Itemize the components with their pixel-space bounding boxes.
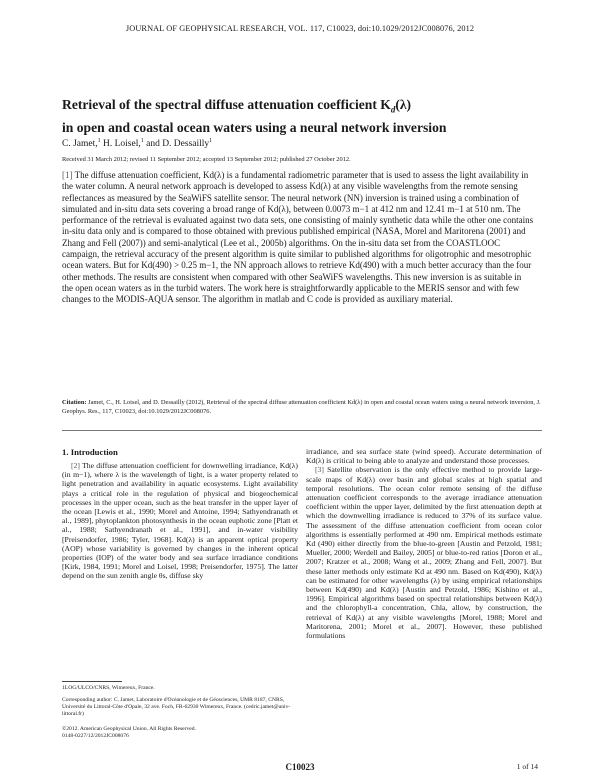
author-list	[62, 138, 212, 149]
article-title	[62, 96, 562, 137]
footnote-rule	[62, 681, 122, 682]
page-count: 1 of 14	[516, 762, 538, 771]
paragraph-text: The diffuse attenuation coefficient for downwelling irradiance, Kd(λ) (in m−1), where λ is the wavelength of light, is a water property related to light penetration and availability in aquatic ecosystems. Light availability plays a critical role in the regulation of physical and biogeochemical processes in the upper ocean, such as the heat transfer in the upper layer of the ocean [Lewis et al., 1990; Morel and Antoine, 1994; Sathyendranath et al., 1989], phytoplankton photosynthesis in the ocean euphotic zone [Platt et al., 1988; Sathyendranath et al., 1991], and in-water visibility [Preisendorfer, 1986; Tyler, 1968]. Kd(λ) is an apparent optical property (AOP) whose variability is governed by changes in the inherent optical properties (IOP) of the water body and sea surface irradiance conditions [Kirk, 1984, 1991; Morel and Loisel, 1998; Preisendorfer, 1975]. The latter depend on the sun zenith angle θs, diffuse sky	[62, 461, 298, 581]
paragraph-text: Satellite observation is the only effective method to provide large-scale maps of Kd(λ) over basin and global scales at high spatial and temporal resolutions. The ocean color remote sensing of the diffuse attenuation coefficient corresponds to the average irradiance attenuation coefficient within the upper layer, delimited by the first attenuation depth at which the downwelling irradiance is reduced to 37% of its surface value. The assessment of the diffuse attenuation coefficient from ocean color algorithms is essentially performed at 490 nm. Empirical methods estimate Kd (490) either directly from the blue-to-green [Austin and Petzold, 1981; Mueller, 2000; Werdell and Bailey, 2005] or blue-to-red ratios [Doron et al., 2007; Kratzer et al., 2008; Wang et al., 2009; Zhang and Fell, 2007]. But these latter methods only estimate Kd at 490 nm. Based on Kd(490), Kd(λ) can be estimated for other wavelengths (λ) by using empirical relationships between Kd(490) and Kd(λ) [Austin and Petzold, 1986; Kishino et al., 1996]. Empirical algorithms based on spectral relationships between Kd(λ) and the chlorophyll-a concentration, Chla, allow, by construction, the retrieval of Kd(λ) at any visible wavelengths [Morel, 1988; Morel and Maritorena, 2001; Morel et al., 2007]. However, these published formulations	[306, 465, 543, 641]
citation	[62, 398, 542, 416]
abstract	[62, 170, 534, 306]
left-column	[62, 461, 298, 581]
author-affiliation: 1	[97, 138, 101, 144]
divider	[62, 430, 542, 431]
author-affiliation: 1	[140, 138, 144, 144]
citation-label: Citation:	[62, 399, 87, 406]
author-affiliation: 1	[209, 138, 213, 144]
footnote-affiliation: 1LOG/ULCO/CNRS, Wimereux, France.	[62, 685, 155, 691]
title-lambda: (λ)	[395, 97, 412, 112]
paragraph-number: [2]	[71, 461, 80, 470]
title-line1: Retrieval of the spectral diffuse attenuation coefficient K	[62, 97, 391, 112]
title-line2: in open and coastal ocean waters using a neural network inversion	[62, 119, 447, 135]
abstract-text: The diffuse attenuation coefficient, Kd(λ) is a fundamental radiometric parameter that is used to assess the light availability in the water column. A neural network approach is developed to assess Kd(λ) at any visible wavelengths from the remote sensing reflectances as measured by the SeaWiFS satellite sensor. The neural network (NN) inversion is trained using a combination of simulated and in-situ data sets covering a broad range of Kd(λ), between 0.0073 m−1 at 412 nm and 12.41 m−1 at 510 nm. The performance of the retrieval is evaluated against two data sets, one consisting of mainly synthetic data while the other one contains in-situ data only and is compared to those obtained with previous published empirical (NASA, Morel and Maritorena (2001) and Zhang and Fell (2007)) and semi-analytical (Lee et al., 2005b) algorithms. On the in-situ data set from the COASTLOOC campaign, the retrieval accuracy of the present algorithm is quite similar to published algorithms for oligotrophic and mesotrophic ocean waters. But for Kd(490) > 0.25 m−1, the NN approach allows to retrieve Kd(490) with a much better accuracy than the four other methods. The results are consistent when compared with other SeaWiFS wavelengths. This new inversion is as suitable in the open ocean waters as in the turbid waters. The work here is straightforwardly applicable to the MERIS sensor and with few changes to the MODIS-AQUA sensor. The algorithm in matlab and C code is provided as auxiliary material.	[62, 170, 534, 305]
abstract-paragraph-number: [1]	[62, 170, 73, 180]
paragraph	[306, 465, 542, 640]
paragraph-continuation: irradiance, and sea surface state (wind speed). Accurate determination of Kd(λ) is critical to being able to analyze and understand those processes.	[306, 447, 542, 466]
paragraph-number: [3]	[315, 465, 324, 475]
received-dates: Received 31 March 2012; revised 11 September 2012; accepted 13 September 2012; published 27 October 2012.	[62, 156, 351, 163]
footnote-issn: 0148-0227/12/2012JC008076	[62, 733, 129, 739]
author-name: C. Jamet,	[62, 139, 98, 150]
title-sub: d	[390, 104, 396, 115]
footnote-corresponding: Corresponding author: C. Jamet, Laboratoire d'Océanologie et de Géosciences, UMR 8187, CNRS, Université du Littoral-Côte d'Opale, 32 ave. Foch, FR-62930 Wimereux, France. (cedric.jamet@univ-littoral.fr)	[62, 697, 291, 717]
section-heading: 1. Introduction	[62, 447, 118, 457]
paragraph	[62, 461, 298, 581]
author-name: H. Loisel,	[103, 139, 141, 150]
footnote-copyright: ©2012. American Geophysical Union. All Rights Reserved.	[62, 726, 196, 732]
author-name: and D. Dessailly	[146, 139, 210, 150]
right-column	[306, 447, 542, 640]
journal-running-head: JOURNAL OF GEOPHYSICAL RESEARCH, VOL. 117, C10023, doi:10.1029/2012JC008076, 2012	[125, 24, 475, 33]
page-label: C10023	[285, 762, 315, 772]
citation-text: Jamet, C., H. Loisel, and D. Dessailly (2012), Retrieval of the spectral diffuse attenuation coefficient Kd(λ) in open and coastal ocean waters using a neural network inversion, J. Geophys. Res., 117, C10023, doi:10.1029/2012JC008076.	[62, 399, 541, 415]
